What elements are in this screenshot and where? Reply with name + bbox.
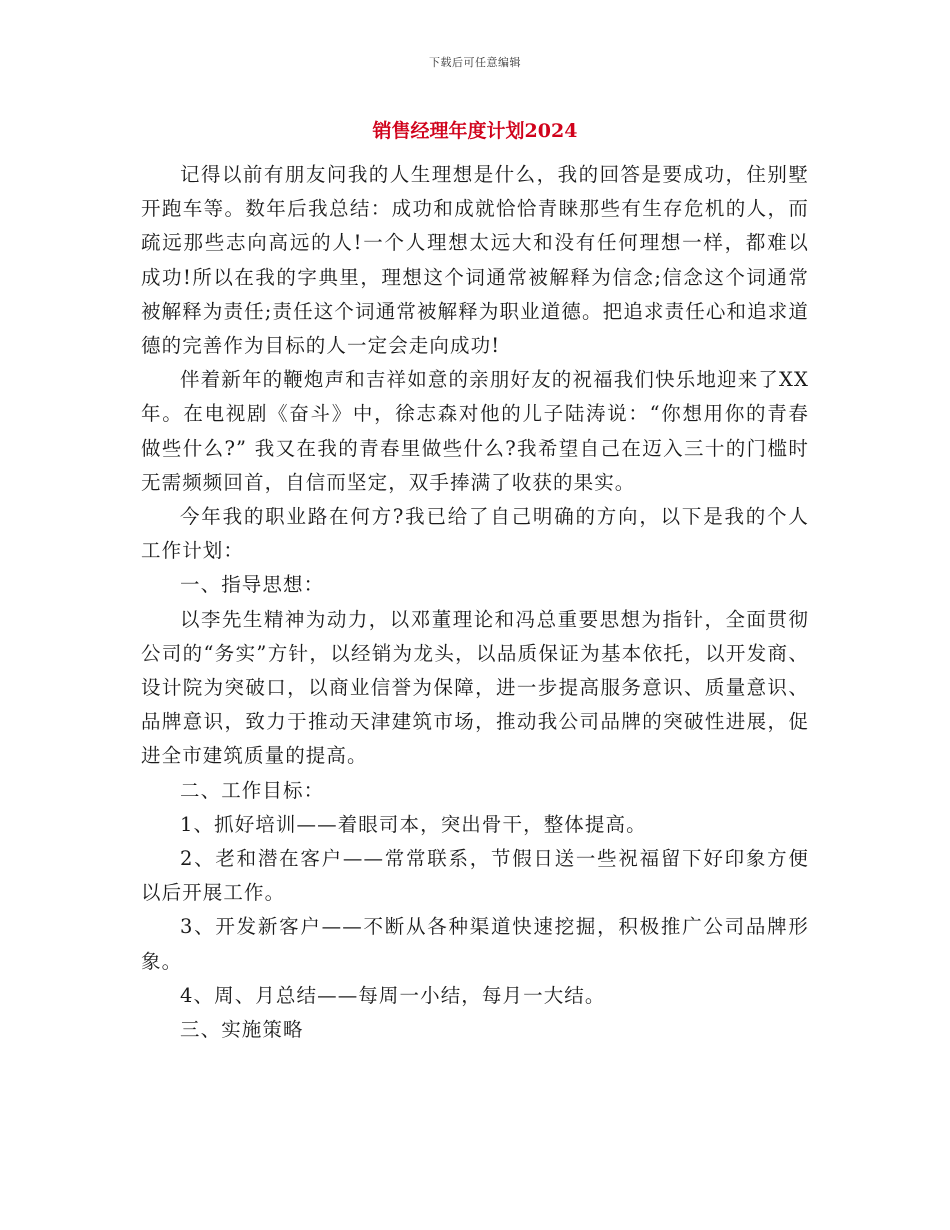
list-item-goal-3: 3、开发新客户——不断从各种渠道快速挖掘，积极推广公司品牌形象。 (141, 915, 809, 973)
paragraph-intro: 记得以前有朋友问我的人生理想是什么，我的回答是要成功，住别墅开跑车等。数年后我总结：成功和成就恰恰青睐那些有生存危机的人，而疏远那些志向高远的人!一个人理想太远大和没有任何理想一样，都难以成功!所以在我的字典里，理想这个词通常被解释为信念;信念这个词通常被解释为责任;责任这个词通常被解释为职业道德。把追求责任心和追求道德的完善作为目标的人一定会走向成功! (141, 163, 809, 358)
header-note: 下载后可任意编辑 (429, 56, 521, 69)
document-body (141, 158, 809, 1047)
section-heading-guiding-thought: 一、指导思想： (180, 573, 325, 597)
paragraph-guiding-thought: 以李先生精神为动力，以邓董理论和冯总重要思想为指针，全面贯彻公司的“务实”方针，以经销为龙头，以品质保证为基本依托，以开发商、设计院为突破口，以商业信誉为保障，进一步提高服务意识、质量意识、品牌意识，致力于推动天津建筑市场，推动我公司品牌的突破性进展，促进全市建筑质量的提高。 (141, 607, 809, 768)
list-item-goal-1: 1、抓好培训——着眼司本，突出骨干，整体提高。 (180, 812, 647, 836)
section-heading-work-goals: 二、工作目标： (180, 778, 325, 802)
section-heading-strategy: 三、实施策略 (180, 1018, 304, 1042)
paragraph-new-year: 伴着新年的鞭炮声和吉祥如意的亲朋好友的祝福我们快乐地迎来了XX年。在电视剧《奋斗》中，徐志森对他的儿子陆涛说：“你想用你的青春做些什么?” 我又在我的青春里做些什么?我希望自己在迈入三十的门槛时无需频频回首，自信而坚定，双手捧满了收获的果实。 (141, 368, 809, 494)
list-item-goal-2: 2、老和潜在客户——常常联系，节假日送一些祝福留下好印象方便以后开展工作。 (141, 847, 809, 905)
list-item-goal-4: 4、周、月总结——每周一小结，每月一大结。 (180, 983, 606, 1007)
document-title: 销售经理年度计划2024 (372, 120, 578, 142)
paragraph-career-direction: 今年我的职业路在何方?我已给了自己明确的方向，以下是我的个人工作计划： (141, 505, 809, 563)
